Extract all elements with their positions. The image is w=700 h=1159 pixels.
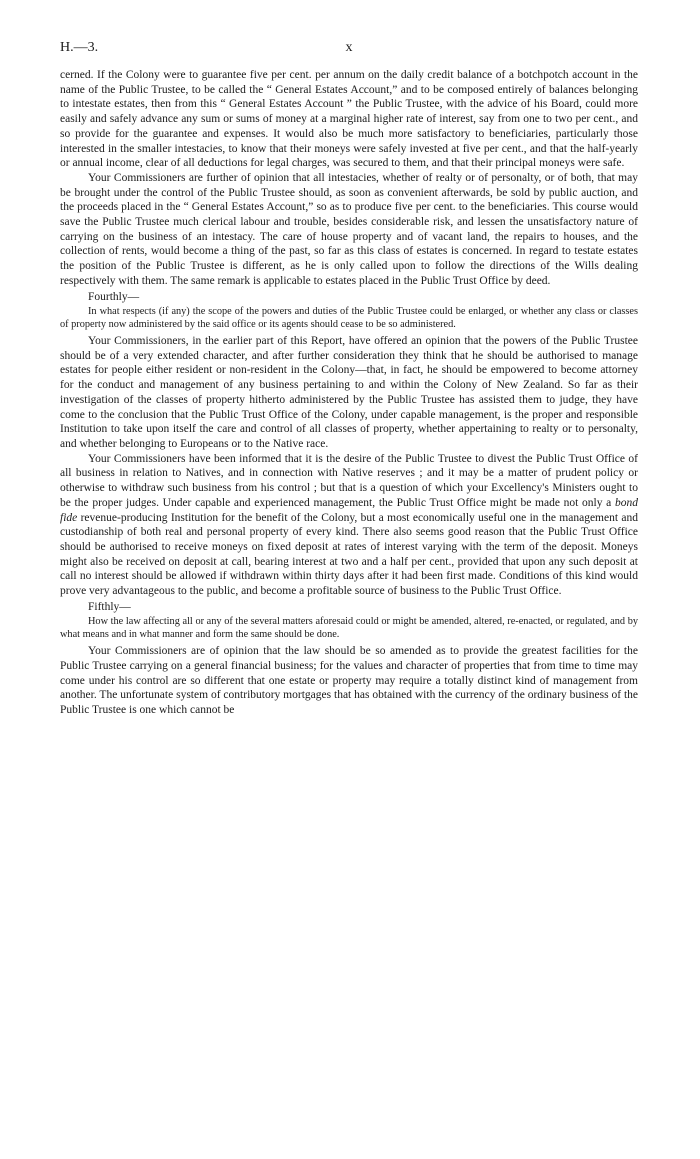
terms-of-reference-fifthly: How the law affecting all or any of the several matters aforesaid could or might be amended, altered, re-enacted, or regulated, and by what means and in what manner and form the same should be done.: [60, 616, 638, 640]
paragraph-native-text-before: Your Commissioners have been informed that it is the desire of the Public Trustee to divest the Public Trust Office of all business in relation to Natives, and in connection with Native reserves ; and it may be a matter of prudent policy or otherwise to withdraw such business from his control ; but that is a question of which your Excellency's Ministers ought to be the proper judges. Under capable and experienced management, the Public Trust Office might be made not only a: [60, 452, 638, 509]
document-page: [60, 40, 638, 718]
paragraph-law-amendment: Your Commissioners are of opinion that the law should be so amended as to provide the greatest facilities for the Public Trustee carrying on a general financial business; for the values and character of properties that from time to time may come under his control are so different that one estate or property may require a totally distinct kind of management from another. The unfortunate system of contributory mortgages that has obtained with the currency of the ordinary business of the Public Trustee is one which cannot be: [60, 645, 638, 717]
paragraph-continued: cerned. If the Colony were to guarantee five per cent. per annum on the daily credit balance of a botchpotch account in the name of the Public Trustee, to be called the “ General Estates Account,” and to be composed entirely of balances belonging to intestate estates, then from this “ General Estates Account ” the Public Trustee, with the advice of his Board, could more easily and safely advance any sum or sums of money at a marginal higher rate of interest, say from one to two per cent., and so provide for the guarantee and expenses. It would also be much more satisfactory to beneficiaries, particularly those interested in the smaller intestacies, to know that their moneys were safely invested at five per cent., and that the half-yearly or annual income, clear of all deductions for legal charges, was secured to them, and that their principal moneys were safe.: [60, 69, 638, 170]
heading-fourthly: Fourthly—: [88, 290, 140, 303]
paragraph-intestacies: Your Commissioners are further of opinion that all intestacies, whether of realty or of personalty, or of both, that may be brought under the control of the Public Trustee should, as soon as convenient afterwards, be sold by public auction, and the proceeds placed in the “ General Estates Account,” so as to produce five per cent. to the beneficiaries. This course would save the Public Trustee much clerical labour and trouble, besides considerable risk, and lessen the unsatisfactory nature of carrying on the business of an intestacy. The care of house property and of vacant land, the repairs to houses, and the collection of rents, would become a thing of the past, so far as this class of estates is concerned. In regard to testate estates the position of the Public Trustee is different, as he is only called upon to follow the directions of the Wills dealing respectively with them. The same remark is applicable to estates placed in the Public Trust Office by deed.: [60, 171, 638, 287]
terms-of-reference-fourthly: In what respects (if any) the scope of the powers and duties of the Public Trustee could be enlarged, or whether any class or classes of property now administered by the said office or its agents should cease to be so administered.: [60, 306, 638, 330]
heading-fifthly: Fifthly—: [88, 600, 131, 613]
report-reference: H.—3.: [60, 40, 99, 55]
page-number: x: [345, 40, 353, 55]
bona-fide-italic: bond fide: [60, 496, 638, 524]
report-body: [60, 68, 638, 718]
paragraph-native-business: [60, 452, 638, 599]
page-header: [60, 40, 638, 64]
paragraph-native-text-after: revenue-producing Institution for the benefit of the Colony, but a most economically useful one in the management and custodianship of both real and personal property of every kind. There also seems good reason that the Public Trust Office should be authorised to receive moneys on fixed deposit at rates of interest varying with the term of the deposit. Moneys might also be received on deposit at call, bearing interest at two and a half per cent., provided that upon any such deposit at call no interest should be allowed if withdrawn within thirty days after it had been first made. Conditions of this kind would prove very advantageous to the public, and become a profitable source of business to the Public Trust Office.: [60, 511, 638, 598]
paragraph-powers: Your Commissioners, in the earlier part of this Report, have offered an opinion that the powers of the Public Trustee should be of a very extended character, and after further consideration they think that he should be authorised to manage estates for people either resident or non-resident in the Colony—that, in fact, he should be empowered to become attorney for the conduct and management of any business pertaining to and within the Colony of New Zealand. So far as their investigation of the classes of property hitherto administered by the Public Trustee has assisted them to judge, they have come to the conclusion that the Public Trust Office of the Colony, under capable management, is the proper and responsible Institution to take upon itself the care and control of all classes of property, whether appertaining to realty or to personalty, and whether belonging to Europeans or to the Native race.: [60, 335, 638, 450]
